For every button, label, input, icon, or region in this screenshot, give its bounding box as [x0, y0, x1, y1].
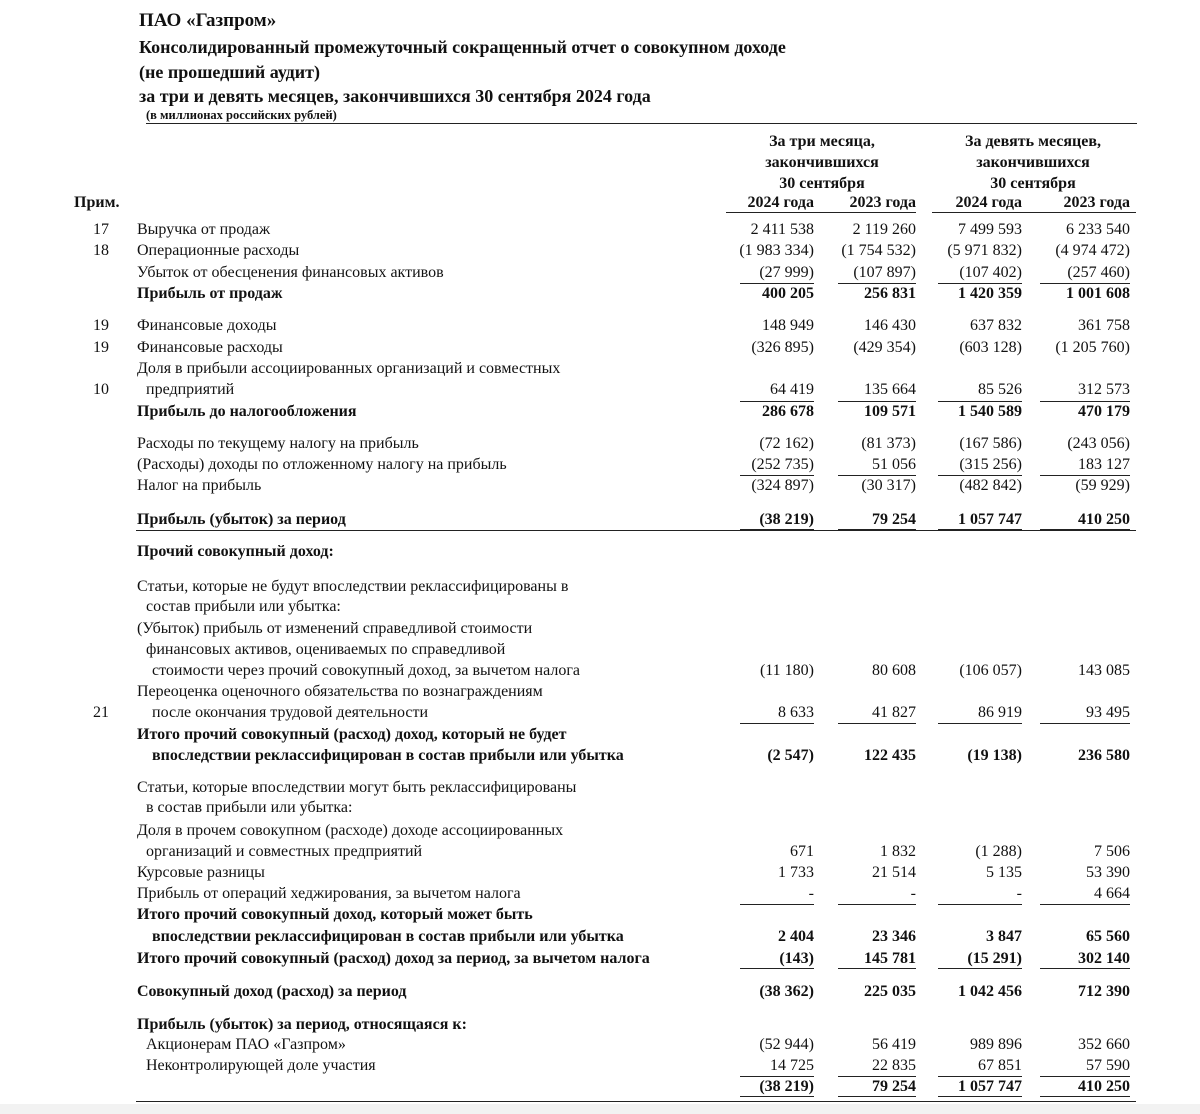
- statement-row: [0, 726, 1200, 747]
- row-value: (27 999): [759, 264, 814, 281]
- row-label: Прибыль (убыток) за период, относящаяся к:: [137, 1016, 467, 1033]
- underline: [838, 401, 916, 402]
- row-label: Операционные расходы: [137, 242, 300, 259]
- underline: [938, 401, 1022, 402]
- underline: [938, 475, 1022, 476]
- underline: [1040, 475, 1130, 476]
- row-value: (11 180): [759, 662, 814, 679]
- row-value: 143 085: [1078, 662, 1130, 679]
- statement-row: [0, 641, 1200, 662]
- row-value: (38 362): [759, 983, 814, 1000]
- row-value: 225 035: [864, 983, 916, 1000]
- row-value: 236 580: [1078, 747, 1130, 764]
- underline: [740, 475, 814, 476]
- row-value: 86 919: [978, 704, 1022, 721]
- row-label: Прибыль до налогообложения: [137, 403, 357, 420]
- row-value: (38 219): [759, 1078, 814, 1095]
- row-value: (1 754 532): [841, 242, 916, 259]
- row-label: состав прибыли или убытка:: [146, 598, 341, 615]
- year-header-2024-9m: 2024 года: [955, 194, 1022, 211]
- statement-row: [0, 1016, 1200, 1037]
- row-label: в состав прибыли или убытка:: [146, 799, 353, 816]
- row-note: 17: [93, 221, 109, 238]
- underline: [838, 283, 916, 284]
- statement-row: [0, 779, 1200, 800]
- row-label: Прочий совокупный доход:: [137, 543, 334, 560]
- underline: [740, 723, 814, 724]
- row-value: (19 138): [967, 747, 1022, 764]
- underline: [938, 904, 1022, 905]
- underline: [938, 283, 1022, 284]
- row-label: Неконтролирующей доле участия: [146, 1057, 376, 1074]
- statement-row: [0, 747, 1200, 768]
- row-value: 85 526: [978, 381, 1022, 398]
- row-value: 79 254: [872, 511, 916, 528]
- underline: [838, 968, 916, 969]
- statement-row: [0, 906, 1200, 927]
- row-value: (326 895): [751, 339, 814, 356]
- page-edge: [0, 1104, 1200, 1114]
- statement-row: [0, 477, 1200, 498]
- underline: [740, 904, 814, 905]
- statement-row: [0, 221, 1200, 242]
- row-value: -: [808, 885, 814, 902]
- row-label: Совокупный доход (расход) за период: [137, 983, 407, 1000]
- underline: [838, 475, 916, 476]
- row-value: 312 573: [1078, 381, 1130, 398]
- underline: [1040, 723, 1130, 724]
- row-note: 18: [93, 242, 109, 259]
- row-value: (482 842): [959, 477, 1022, 494]
- row-value: (59 929): [1075, 477, 1130, 494]
- underline: [938, 1096, 1022, 1097]
- underline: [838, 1076, 916, 1077]
- row-value: 671: [790, 843, 814, 860]
- row-value: 1 540 589: [958, 403, 1022, 420]
- row-value: 302 140: [1078, 950, 1130, 967]
- row-value: 2 119 260: [852, 221, 916, 238]
- row-value: (167 586): [959, 435, 1022, 452]
- underline: [938, 1076, 1022, 1077]
- row-value: (107 402): [959, 264, 1022, 281]
- underline: [938, 723, 1022, 724]
- row-label: предприятий: [146, 381, 235, 398]
- divider: [136, 530, 1136, 531]
- row-value: (429 354): [853, 339, 916, 356]
- row-label: Прибыль от операций хеджирования, за вычетом налога: [137, 885, 521, 902]
- underline: [1040, 1076, 1130, 1077]
- company-name: ПАО «Газпром»: [139, 10, 277, 31]
- row-value: (5 971 832): [947, 242, 1022, 259]
- row-label: Доля в прочем совокупном (расходе) доходе ассоциированных: [137, 822, 564, 839]
- row-value: 5 135: [986, 864, 1022, 881]
- row-value: (106 057): [959, 662, 1022, 679]
- underline: [740, 1076, 814, 1077]
- row-value: 14 725: [770, 1057, 814, 1074]
- statement-row: [0, 662, 1200, 683]
- row-label: впоследствии реклассифицирован в состав прибыли или убытка: [152, 928, 624, 945]
- statement-row: [0, 822, 1200, 843]
- row-value: 410 250: [1078, 511, 1130, 528]
- row-value: 3 847: [986, 928, 1022, 945]
- row-value: (257 460): [1067, 264, 1130, 281]
- statement-row: [0, 578, 1200, 599]
- row-value: 41 827: [872, 704, 916, 721]
- row-value: 470 179: [1078, 403, 1130, 420]
- row-value: 256 831: [864, 285, 916, 302]
- row-value: (52 944): [759, 1036, 814, 1053]
- row-value: 23 346: [872, 928, 916, 945]
- row-value: 21 514: [872, 864, 916, 881]
- statement-row: [0, 242, 1200, 263]
- nine-months-header-line: За девять месяцев,: [965, 133, 1101, 150]
- row-label: Налог на прибыль: [137, 477, 262, 494]
- row-label: Акционерам ПАО «Газпром»: [146, 1036, 346, 1053]
- three-months-header-line: За три месяца,: [769, 133, 875, 150]
- statement-row: [0, 598, 1200, 619]
- statement-row: [0, 456, 1200, 477]
- report-period: за три и девять месяцев, закончившихся 30 сентября 2024 года: [139, 86, 651, 106]
- row-value: 352 660: [1078, 1036, 1130, 1053]
- row-value: 135 664: [864, 381, 916, 398]
- row-value: (143): [779, 950, 814, 967]
- underline: [740, 968, 814, 969]
- nine-months-header-line: 30 сентября: [990, 175, 1076, 192]
- row-label: Финансовые доходы: [137, 317, 277, 334]
- statement-row: [0, 885, 1200, 906]
- underline: [838, 723, 916, 724]
- row-label: Расходы по текущему налогу на прибыль: [137, 435, 419, 452]
- row-value: 64 419: [770, 381, 814, 398]
- header-divider: [146, 123, 1137, 124]
- row-value: 93 495: [1086, 704, 1130, 721]
- row-value: (72 162): [759, 435, 814, 452]
- row-note: 19: [93, 317, 109, 334]
- row-label: Статьи, которые впоследствии могут быть реклассифицированы: [137, 779, 577, 796]
- statement-row: [0, 620, 1200, 641]
- row-value: (603 128): [959, 339, 1022, 356]
- row-value: (243 056): [1067, 435, 1130, 452]
- statement-row: [0, 843, 1200, 864]
- row-value: (4 974 472): [1055, 242, 1130, 259]
- row-label: организаций и совместных предприятий: [146, 843, 423, 860]
- row-value: (315 256): [959, 456, 1022, 473]
- row-value: 4 664: [1094, 885, 1130, 902]
- statement-row: [0, 285, 1200, 306]
- row-label: Переоценка оценочного обязательства по вознаграждениям: [137, 683, 543, 700]
- row-value: 145 781: [864, 950, 916, 967]
- row-value: 53 390: [1086, 864, 1130, 881]
- underline: [740, 401, 814, 402]
- underline: [1040, 968, 1130, 969]
- statement-row: [0, 983, 1200, 1004]
- row-value: (30 317): [861, 477, 916, 494]
- row-label: Финансовые расходы: [137, 339, 283, 356]
- bottom-divider: [136, 1101, 1136, 1102]
- three-months-header-line: 30 сентября: [779, 175, 865, 192]
- underline: [1040, 904, 1130, 905]
- units-note: (в миллионах российских рублей): [146, 108, 337, 122]
- row-value: 637 832: [970, 317, 1022, 334]
- row-label: Прибыль (убыток) за период: [137, 511, 346, 528]
- row-value: 148 949: [762, 317, 814, 334]
- row-value: 80 608: [872, 662, 916, 679]
- row-value: (1 205 760): [1055, 339, 1130, 356]
- row-value: (1 288): [975, 843, 1022, 860]
- statement-row: [0, 360, 1200, 381]
- nine-months-header-line: закончившихся: [976, 154, 1090, 171]
- underline: [1040, 401, 1130, 402]
- row-value: 183 127: [1078, 456, 1130, 473]
- row-value: (81 373): [861, 435, 916, 452]
- row-value: 67 851: [978, 1057, 1022, 1074]
- year-header-2023-q3: 2023 года: [849, 194, 916, 211]
- row-value: 1 420 359: [958, 285, 1022, 302]
- row-value: 2 411 538: [750, 221, 814, 238]
- row-label: Выручка от продаж: [137, 221, 271, 238]
- three-months-header: [722, 131, 922, 194]
- row-value: 6 233 540: [1066, 221, 1130, 238]
- row-value: (107 897): [853, 264, 916, 281]
- row-value: 1 057 747: [958, 1078, 1022, 1095]
- row-label: впоследствии реклассифицирован в состав прибыли или убытка: [152, 747, 624, 764]
- row-value: 1 832: [880, 843, 916, 860]
- row-label: Итого прочий совокупный (расход) доход, который не будет: [137, 726, 567, 743]
- row-value: 1 057 747: [958, 511, 1022, 528]
- row-value: 1 042 456: [958, 983, 1022, 1000]
- row-value: 2 404: [778, 928, 814, 945]
- row-label: Прибыль от продаж: [137, 285, 283, 302]
- statement-row: [0, 543, 1200, 564]
- row-note: 10: [93, 381, 109, 398]
- row-label: Убыток от обесценения финансовых активов: [137, 264, 444, 281]
- row-label: Статьи, которые не будут впоследствии реклассифицированы в: [137, 578, 569, 595]
- row-value: 56 419: [872, 1036, 916, 1053]
- statement-row: [0, 704, 1200, 725]
- row-note: 21: [93, 704, 109, 721]
- underline: [740, 283, 814, 284]
- statement-row: [0, 317, 1200, 338]
- row-value: 989 896: [970, 1036, 1022, 1053]
- row-label: финансовых активов, оцениваемых по справедливой: [146, 641, 506, 658]
- statement-row: [0, 928, 1200, 949]
- year-header-2023-9m: 2023 года: [1063, 194, 1130, 211]
- row-value: 79 254: [872, 1078, 916, 1095]
- statement-row: [0, 799, 1200, 820]
- underline: [1040, 1096, 1130, 1097]
- row-value: 109 571: [864, 403, 916, 420]
- row-label: Курсовые разницы: [137, 864, 265, 881]
- statement-row: [0, 683, 1200, 704]
- row-value: (15 291): [967, 950, 1022, 967]
- row-value: 57 590: [1086, 1057, 1130, 1074]
- statement-row: [0, 864, 1200, 885]
- row-value: 1 001 608: [1066, 285, 1130, 302]
- row-value: 286 678: [762, 403, 814, 420]
- underline: [1040, 283, 1130, 284]
- three-months-header-line: закончившихся: [765, 154, 879, 171]
- year-header-2024-q3: 2024 года: [747, 194, 814, 211]
- row-label: (Убыток) прибыль от изменений справедливой стоимости: [137, 620, 533, 637]
- row-value: 8 633: [778, 704, 814, 721]
- audit-note: (не прошедший аудит): [139, 62, 320, 82]
- row-value: (1 983 334): [739, 242, 814, 259]
- row-label: Итого прочий совокупный (расход) доход за период, за вычетом налога: [137, 950, 650, 967]
- row-value: 712 390: [1078, 983, 1130, 1000]
- row-value: 146 430: [864, 317, 916, 334]
- row-value: (324 897): [751, 477, 814, 494]
- row-value: 7 499 593: [958, 221, 1022, 238]
- year-header-divider: [726, 212, 916, 213]
- row-value: 122 435: [864, 747, 916, 764]
- report-title: Консолидированный промежуточный сокращенный отчет о совокупном доходе: [139, 37, 786, 57]
- row-value: 1 733: [778, 864, 814, 881]
- underline: [740, 1096, 814, 1097]
- statement-row: [0, 403, 1200, 424]
- row-label: Доля в прибыли ассоциированных организаций и совместных: [137, 360, 561, 377]
- row-value: -: [910, 885, 916, 902]
- row-label: после окончания трудовой деятельности: [152, 704, 429, 721]
- row-value: (38 219): [759, 511, 814, 528]
- statement-row: [0, 264, 1200, 285]
- row-note: 19: [93, 339, 109, 356]
- statement-row: [0, 1036, 1200, 1057]
- year-header-divider: [932, 212, 1136, 213]
- row-value: 7 506: [1094, 843, 1130, 860]
- statement-row: [0, 1057, 1200, 1078]
- underline: [838, 904, 916, 905]
- statement-row: [0, 339, 1200, 360]
- row-value: 361 758: [1078, 317, 1130, 334]
- row-value: (2 547): [767, 747, 814, 764]
- row-value: -: [1016, 885, 1022, 902]
- nine-months-header: [930, 131, 1136, 194]
- row-label: Итого прочий совокупный доход, который может быть: [137, 906, 533, 923]
- row-label: (Расходы) доходы по отложенному налогу на прибыль: [137, 456, 507, 473]
- row-label: стоимости через прочий совокупный доход, за вычетом налога: [152, 662, 580, 679]
- row-value: 400 205: [762, 285, 814, 302]
- row-value: 410 250: [1078, 1078, 1130, 1095]
- row-value: 65 560: [1086, 928, 1130, 945]
- note-column-header: Прим.: [74, 194, 120, 211]
- row-value: (252 735): [751, 456, 814, 473]
- underline: [838, 1096, 916, 1097]
- underline: [938, 968, 1022, 969]
- row-value: 51 056: [872, 456, 916, 473]
- row-value: 22 835: [872, 1057, 916, 1074]
- statement-row: [0, 435, 1200, 456]
- statement-row: [0, 381, 1200, 402]
